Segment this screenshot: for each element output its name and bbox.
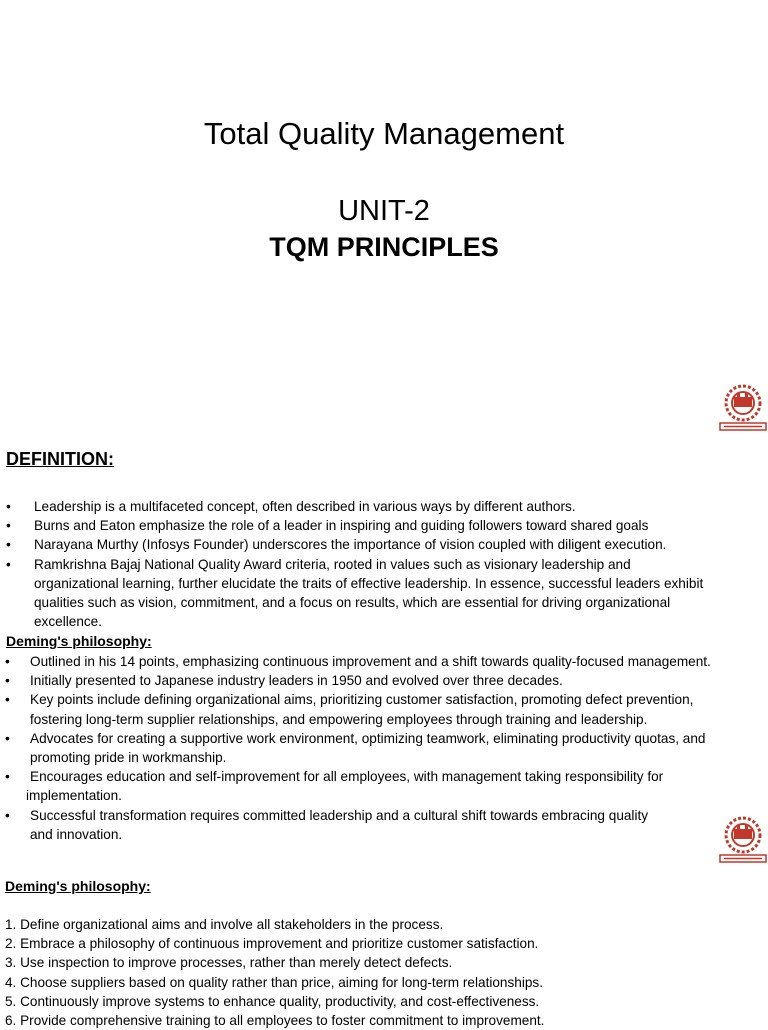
list-item: • Initially presented to Japanese industry leaders in 1950 and evolved over three decades. [0, 671, 711, 690]
list-item: • Burns and Eaton emphasize the role of a leader in inspiring and guiding followers toward shared goals [0, 516, 703, 535]
bullet-icon: • [6, 556, 11, 572]
list-item: • Ramkrishna Bajaj National Quality Award criteria, rooted in values such as visionary leadership and organizational learning, further elucidate the traits of effective leadership. In essence, successful leaders exhibit qualities such as vision, commitment, and a focus on results, which are essential for driving organizational excellence. [6, 556, 704, 630]
list-item: 1. Define organizational aims and involve all stakeholders in the process. [5, 917, 444, 932]
bullet-icon: • [6, 499, 11, 514]
list-item: • Leadership is a multifaceted concept, often described in various ways by different authors. [0, 497, 703, 516]
bullet-icon: • [6, 518, 11, 534]
deming-heading: Deming's philosophy: [5, 878, 151, 894]
list-item: 4. Choose suppliers based on quality rather than price, aiming for long-term relationships. [5, 974, 543, 990]
definition-list [0, 497, 703, 631]
bullet-icon: • [5, 692, 10, 708]
bullet-icon: • [6, 537, 11, 553]
deming-numbered-list [5, 915, 544, 1030]
list-item: 3. Use inspection to improve processes, rather than merely detect defects. [5, 955, 453, 971]
list-item: • Key points include defining organizational aims, prioritizing customer satisfaction, promoting defect prevention, fostering long-term supplier relationships, and empowering employees through training and leadership. [5, 692, 694, 727]
document-title: Total Quality Management [203, 116, 565, 151]
section-subtitle: TQM PRINCIPLES [269, 232, 499, 262]
bullet-icon: • [5, 730, 10, 746]
bullet-icon: • [5, 673, 10, 689]
list-item: • Outlined in his 14 points, emphasizing continuous improvement and a shift towards quality-focused management. [0, 652, 711, 671]
list-item: • Encourages education and self-improvement for all employees, with management taking responsibility for implementation. [5, 769, 664, 804]
list-item: • Advocates for creating a supportive work environment, optimizing teamwork, eliminating productivity quotas, and promoting pride in workmanship. [5, 730, 706, 766]
university-emblem-icon [719, 815, 767, 865]
deming-heading: Deming's philosophy: [6, 633, 152, 649]
list-item: 6. Provide comprehensive training to all employees to foster commitment to improvement. [5, 1013, 545, 1029]
deming-bullet-list [0, 652, 711, 844]
definition-heading: DEFINITION: [6, 449, 114, 469]
list-item: 5. Continuously improve systems to enhance quality, productivity, and cost-effectiveness. [5, 993, 540, 1009]
bullet-icon: • [5, 654, 10, 669]
unit-label: UNIT-2 [338, 195, 430, 227]
university-emblem-icon [719, 383, 767, 433]
list-item: • Narayana Murthy (Infosys Founder) underscores the importance of vision coupled with diligent execution. [0, 535, 703, 554]
bullet-icon: • [5, 769, 10, 785]
bullet-icon: • [5, 807, 10, 823]
list-item: 2. Embrace a philosophy of continuous improvement and prioritize customer satisfaction. [5, 936, 539, 952]
list-item: • Successful transformation requires committed leadership and a cultural shift towards embracing quality and innovation. [5, 807, 649, 842]
